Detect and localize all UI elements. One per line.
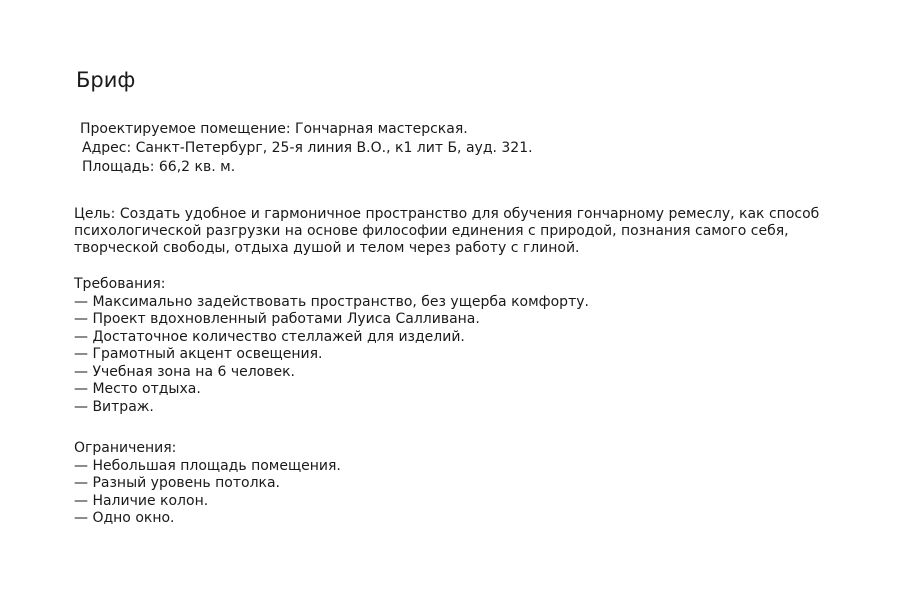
room-line: Проектируемое помещение: Гончарная мастерская. — [80, 121, 468, 137]
limitations-section — [74, 440, 341, 528]
requirement-item: — Витраж. — [74, 399, 589, 417]
requirement-item: — Учебная зона на 6 человек. — [74, 364, 589, 382]
requirements-section — [74, 276, 589, 416]
address-line: Адрес: Санкт-Петербург, 25-я линия В.О., к1 лит Б, ауд. 321. — [82, 140, 533, 156]
project-info — [80, 120, 533, 177]
page-title: Бриф — [76, 68, 136, 92]
area-line: Площадь: 66,2 кв. м. — [82, 159, 236, 175]
limitation-item: — Разный уровень потолка. — [74, 475, 341, 493]
limitation-item: — Наличие колон. — [74, 493, 341, 511]
requirement-item: — Проект вдохновленный работами Луиса Салливана. — [74, 311, 589, 329]
limitation-item: — Одно окно. — [74, 510, 341, 528]
limitations-list — [74, 458, 341, 528]
requirement-item: — Максимально задействовать пространство, без ущерба комфорту. — [74, 294, 589, 312]
requirement-item: — Место отдыха. — [74, 381, 589, 399]
requirement-item: — Достаточное количество стеллажей для изделий. — [74, 329, 589, 347]
requirement-item: — Грамотный акцент освещения. — [74, 346, 589, 364]
limitations-heading: Ограничения: — [74, 440, 177, 456]
goal-paragraph: Цель: Создать удобное и гармоничное пространство для обучения гончарному ремеслу, как способ психологической разгрузки на основе философии единения с природой, познания самого себя, творческой свободы, отдыха душой и телом через работу с глиной. — [74, 206, 820, 256]
limitation-item: — Небольшая площадь помещения. — [74, 458, 341, 476]
requirements-heading: Требования: — [74, 276, 166, 292]
requirements-list — [74, 294, 589, 417]
